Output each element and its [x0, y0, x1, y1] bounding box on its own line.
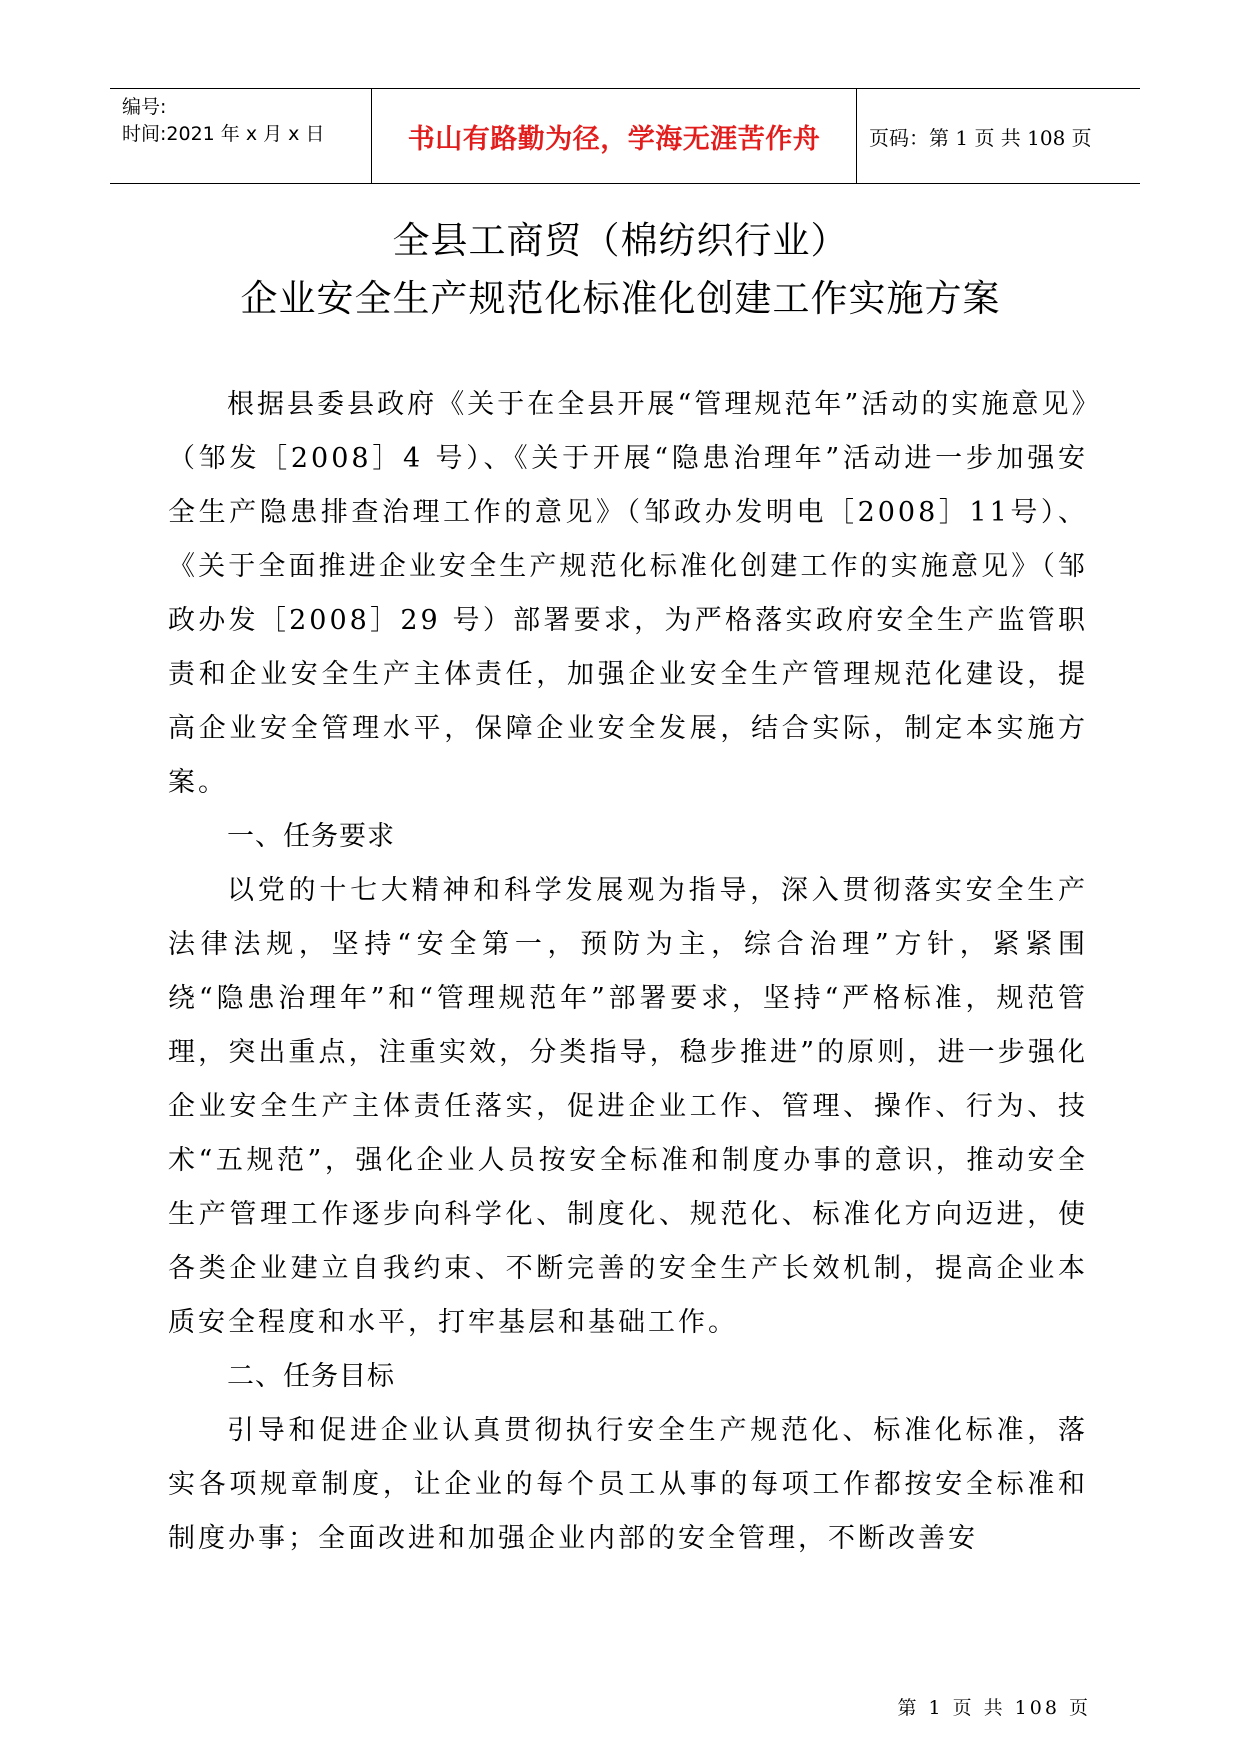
- body-paragraph-1: 根据县委县政府《关于在全县开展“管理规范年”活动的实施意见》（邹发［2008］4 号）、《关于开展“隐患治理年”活动进一步加强安全生产隐患排查治理工作的意见》（邹政办发明电［2008］11号）、《关于全面推进企业安全生产规范化标准化创建工作的实施意见》（邹政办发［2008］29 号）部署要求，为严格落实政府安全生产监管职责和企业安全生产主体责任，加强企业安全生产管理规范化建设，提高企业安全管理水平，保障企业安全发展，结合实际，制定本实施方案。: [168, 389, 1088, 798]
- body-paragraph-3: 引导和促进企业认真贯彻执行安全生产规范化、标准化标准，落实各项规章制度，让企业的每个员工从事的每项工作都按安全标准和制度办事；全面改进和加强企业内部的安全管理，不断改善安: [168, 1415, 1088, 1554]
- document-body: [168, 378, 1088, 1566]
- section-heading-2: 二、任务目标: [227, 1361, 395, 1392]
- header-motto: 书山有路勤为径，学海无涯苦作舟: [407, 123, 821, 155]
- header-page-info: 页码：第 1 页 共 108 页: [869, 125, 1092, 150]
- page-footer: 第 1 页 共 108 页: [897, 1697, 1091, 1719]
- header-motto-cell: [372, 89, 857, 183]
- document-header: [110, 88, 1140, 184]
- document-title-line2: 企业安全生产规范化标准化创建工作实施方案: [240, 277, 1001, 320]
- section-heading-1: 一、任务要求: [227, 821, 395, 852]
- header-meta-cell: [110, 89, 372, 183]
- document-number-label: 编号:: [122, 96, 167, 118]
- body-paragraph-2: 以党的十七大精神和科学发展观为指导，深入贯彻落实安全生产法律法规，坚持“安全第一，预防为主，综合治理”方针，紧紧围绕“隐患治理年”和“管理规范年”部署要求，坚持“严格标准，规范管理，突出重点，注重实效，分类指导，稳步推进”的原则，进一步强化企业安全生产主体责任落实，促进企业工作、管理、操作、行为、技术“五规范”，强化企业人员按安全标准和制度办事的意识，推动安全生产管理工作逐步向科学化、制度化、规范化、标准化方向迈进，使各类企业建立自我约束、不断完善的安全生产长效机制，提高企业本质安全程度和水平，打牢基层和基础工作。: [168, 875, 1088, 1338]
- document-title-line1: 全县工商贸（棉纺织行业）: [392, 219, 849, 262]
- header-page-cell: [857, 89, 1140, 183]
- document-time-label: 时间:2021 年 x 月 x 日: [122, 123, 325, 145]
